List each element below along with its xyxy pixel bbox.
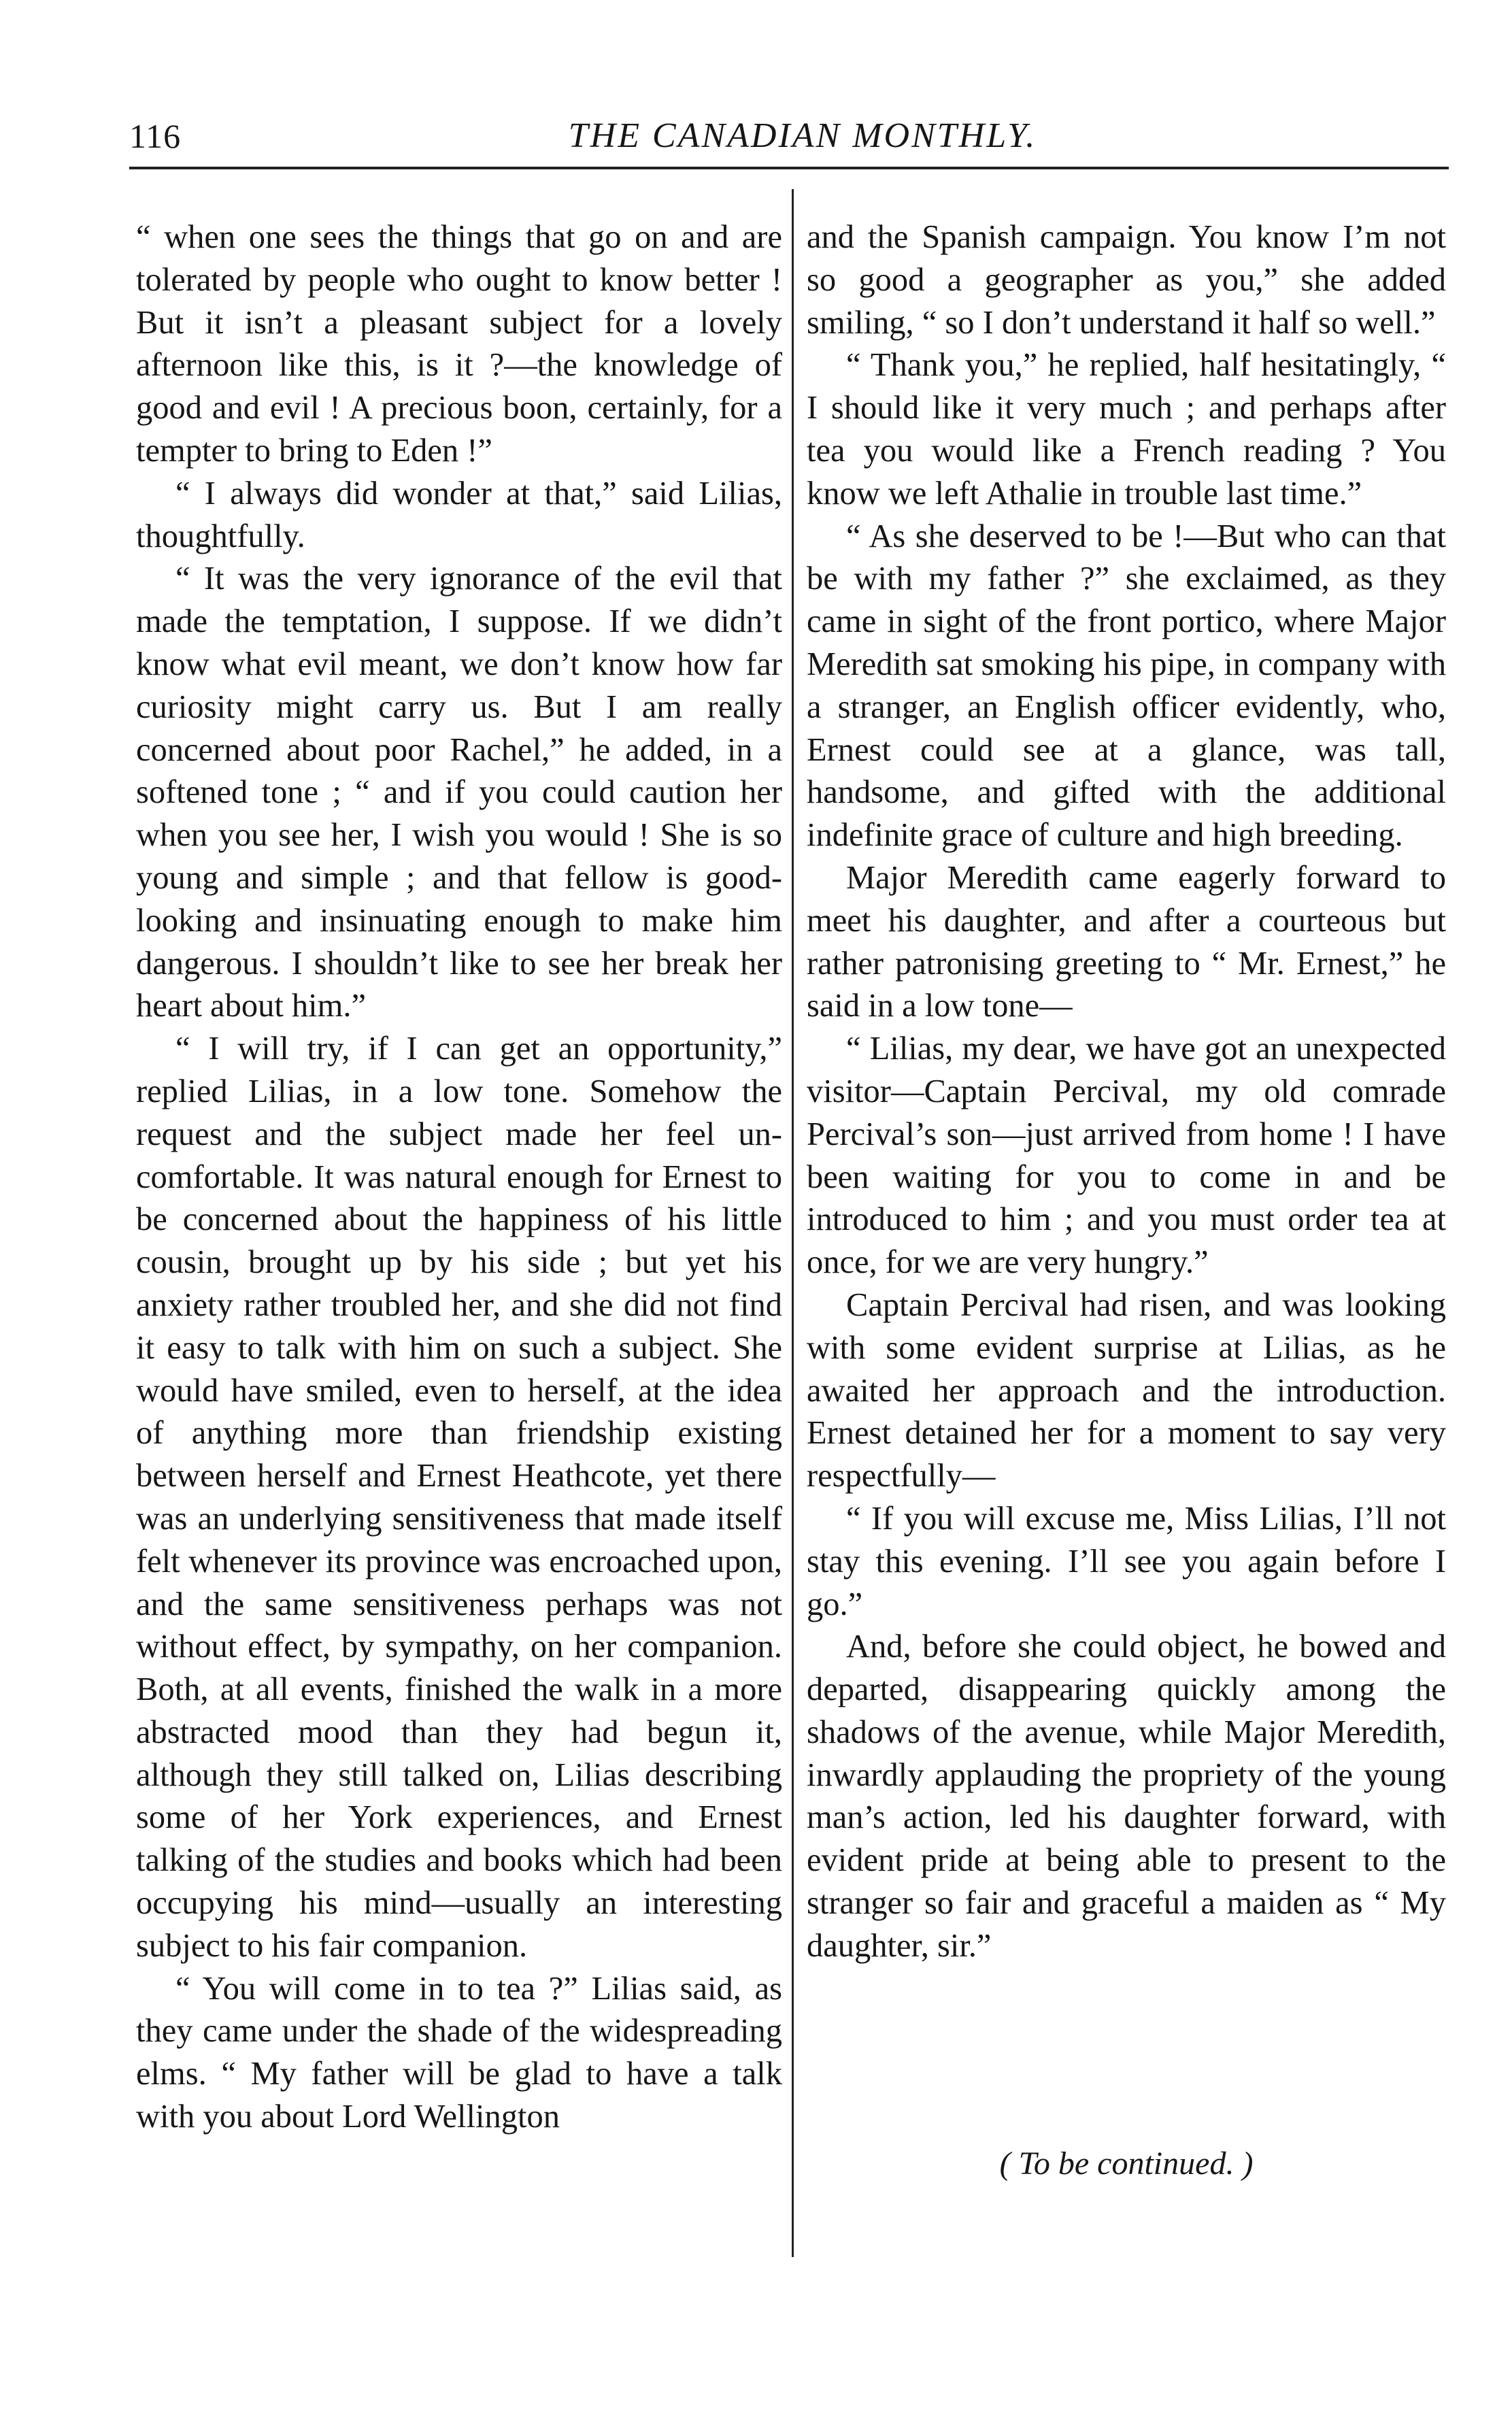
paragraph: And, before she could object, he bowed and departed, disappearing quickly among the shadows of the avenue, while Major Meredith, inwardly applauding the propriety of the young man’s action, led his daughter forward, with evident pride at being able to present to the stranger so fair and graceful a maiden as “ My daughter, sir.” bbox=[807, 1629, 1446, 1964]
paragraph: “ I will try, if I can get an opportunity,” replied Lilias, in a low tone. Somehow the request and the subject made her feel uncomfortable. It was natural enough for Ernest to be concerned about the happiness of his little cousin, brought up by his side ; but yet his anxiety rather troubled her, and she did not find it easy to talk with him on such a subject. She would have smiled, even to herself, at the idea of anything more than friendship existing between herself and Ernest Heathcote, yet there was an underlying sensitiveness that made itself felt whenever its province was encroached upon, and the same sensitiveness perhaps was not without effect, by sympathy, on her companion. Both, at all events, finished the walk in a more abstracted mood than they had begun it, although they still talked on, Lilias describing some of her York experiences, and Ernest talking of the studies and books which had been occupying his mind—usually an interesting subject to his fair companion. bbox=[136, 1031, 782, 1964]
column-divider bbox=[792, 189, 794, 2257]
left-column bbox=[136, 216, 782, 2139]
paragraph: “ I always did wonder at that,” said Lilias, thoughtfully. bbox=[136, 475, 782, 554]
paragraph: Captain Percival had risen, and was looking with some evident surprise at Lilias, as he awaited her approach and the introduction. Ernest detained her for a moment to say very respectfully— bbox=[807, 1286, 1446, 1495]
paragraph: “ It was the very ignorance of the evil that made the temptation, I suppose. If we didn’t know what evil meant, we don’t know how far curiosity might carry us. But I am really concerned about poor Rachel,” he added, in a softened tone ; “ and if you could caution her when you see her, I wish you would ! She is so young and simple ; and that fellow is good-looking and insinuating enough to make him dangerous. I shouldn’t like to see her break her heart about him.” bbox=[136, 561, 782, 1024]
page-number: 116 bbox=[129, 117, 182, 155]
paragraph: “ If you will excuse me, Miss Lilias, I’ll not stay this evening. I’ll see you again before I go.” bbox=[807, 1500, 1446, 1622]
paragraph: “ You will come in to tea ?” Lilias said, as they came under the shade of the widespreading elms. “ My father will be glad to have a talk with you about Lord Wellington bbox=[136, 1970, 782, 2135]
paragraph: “ As she deserved to be !—But who can that be with my father ?” she exclaimed, as they came in sight of the front portico, where Major Meredith sat smoking his pipe, in company with a stranger, an English officer evidently, who, Ernest could see at a glance, was tall, handsome, and gifted with the additional indefinite grace of culture and high breeding. bbox=[807, 518, 1446, 854]
paragraph: “ when one sees the things that go on and are tolerated by people who ought to know better ! But it isn’t a pleasant subject for a lovely afternoon like this, is it ?—the knowledge of good and evil ! A precious boon, certainly, for a tempter to bring to Eden !” bbox=[136, 219, 782, 469]
paragraph: Major Meredith came eagerly forward to meet his daughter, and after a courteous but rather patronising greeting to “ Mr. Ernest,” he said in a low tone— bbox=[807, 859, 1446, 1024]
header-rule bbox=[129, 167, 1449, 169]
paragraph: and the Spanish campaign. You know I’m not so good a geographer as you,” she added smiling, “ so I don’t understand it half so well.” bbox=[807, 219, 1446, 341]
paragraph: “ Thank you,” he replied, half hesitatingly, “ I should like it very much ; and perhaps after tea you would like a French reading ? You know we left Athalie in trouble last time.” bbox=[807, 347, 1446, 512]
paragraph: “ Lilias, my dear, we have got an unexpected visitor—Captain Percival, my old comrade Percival’s son—just arrived from home ! I have been waiting for you to come in and be introduced to him ; and you must order tea at once, for we are very hungry.” bbox=[807, 1031, 1446, 1281]
running-title: THE CANADIAN MONTHLY. bbox=[568, 116, 1037, 155]
right-column bbox=[807, 216, 1446, 1968]
to-be-continued-note: ( To be continued. ) bbox=[999, 2145, 1254, 2182]
